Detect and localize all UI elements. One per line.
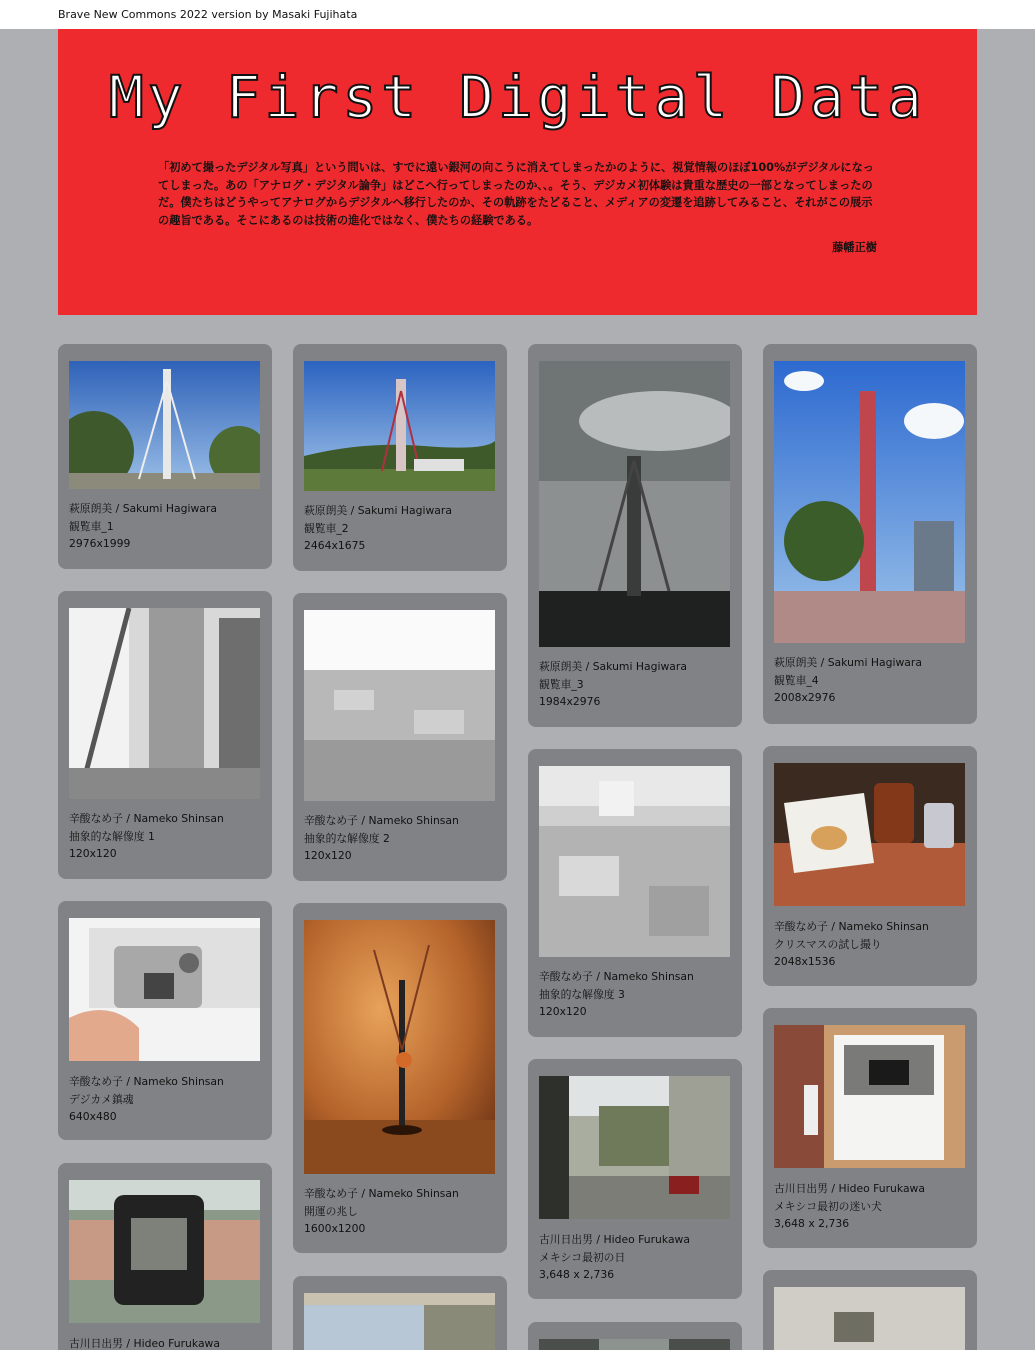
photo-title: 観覧車_2 xyxy=(304,521,349,535)
photo-thumbnail[interactable] xyxy=(304,610,495,801)
photo-thumbnail[interactable] xyxy=(69,361,260,489)
photo-caption xyxy=(539,968,734,1021)
photo-card[interactable] xyxy=(58,591,272,879)
photo-caption xyxy=(304,502,499,555)
photo-caption xyxy=(774,1180,969,1233)
photo-card[interactable] xyxy=(763,1008,977,1248)
photo-title: デジカメ鎮魂 xyxy=(69,1092,134,1106)
photo-caption xyxy=(774,918,969,971)
photo-size: 120x120 xyxy=(539,1005,587,1018)
photo-title: 観覧車_3 xyxy=(539,677,584,691)
photo-card[interactable] xyxy=(763,746,977,986)
photo-author: 辛酸なめ子 / Nameko Shinsan xyxy=(304,814,459,827)
photo-author: 古川日出男 / Hideo Furukawa xyxy=(539,1233,691,1246)
photo-caption xyxy=(69,500,264,553)
photo-caption xyxy=(304,812,499,865)
photo-card[interactable] xyxy=(293,593,507,881)
photo-author: 萩原朗美 / Sakumi Hagiwara xyxy=(304,504,452,517)
photo-caption xyxy=(539,658,734,711)
photo-title: 抽象的な解像度 3 xyxy=(539,987,625,1001)
photo-caption xyxy=(304,1185,499,1238)
photo-card[interactable] xyxy=(58,1163,272,1350)
photo-title: 開運の兆し xyxy=(304,1204,358,1218)
photo-author: 辛酸なめ子 / Nameko Shinsan xyxy=(539,970,694,983)
photo-thumbnail[interactable] xyxy=(304,920,495,1174)
photo-thumbnail[interactable] xyxy=(774,361,965,643)
photo-size: 3,648 x 2,736 xyxy=(774,1217,850,1230)
photo-title: クリスマスの試し撮り xyxy=(774,937,882,951)
photo-card[interactable] xyxy=(58,901,272,1140)
photo-author: 辛酸なめ子 / Nameko Shinsan xyxy=(69,812,224,825)
page-title: My First Digital Data xyxy=(108,63,927,131)
photo-thumbnail[interactable] xyxy=(69,1180,260,1323)
photo-thumbnail[interactable] xyxy=(539,766,730,957)
photo-size: 120x120 xyxy=(304,849,352,862)
photo-title: メキシコ最初の迷い犬 xyxy=(774,1199,882,1213)
photo-author: 辛酸なめ子 / Nameko Shinsan xyxy=(304,1187,459,1200)
photo-card[interactable] xyxy=(763,344,977,724)
photo-card[interactable] xyxy=(293,903,507,1253)
photo-author: 古川日出男 / Hideo Furukawa xyxy=(69,1337,221,1350)
photo-title: 観覧車_4 xyxy=(774,673,819,687)
photo-card[interactable] xyxy=(528,749,742,1037)
photo-size: 1984x2976 xyxy=(539,695,601,708)
photo-caption xyxy=(69,1335,264,1350)
photo-size: 2008x2976 xyxy=(774,691,836,704)
photo-card[interactable] xyxy=(293,344,507,571)
photo-thumbnail[interactable] xyxy=(69,918,260,1061)
photo-card[interactable] xyxy=(528,344,742,727)
photo-thumbnail[interactable] xyxy=(539,1339,730,1350)
photo-card[interactable] xyxy=(293,1276,507,1350)
photo-thumbnail[interactable] xyxy=(539,361,730,647)
photo-card[interactable] xyxy=(528,1322,742,1350)
photo-title: 観覧車_1 xyxy=(69,519,114,533)
photo-size: 120x120 xyxy=(69,847,117,860)
site-credit: Brave New Commons 2022 version by Masaki Fujihata xyxy=(58,8,358,21)
photo-size: 1600x1200 xyxy=(304,1222,366,1235)
intro-paragraph: 「初めて撮ったデジタル写真」という問いは、すでに遠い銀河の向こうに消えてしまったかのように、視覚情報のほぼ100%がデジタルになってしまった。あの「アナログ・デジタル論争」はどこへ行ってしまったのか、、。そう、デジカメ初体験は貴重な歴史の一部となってしまったのだ。僕たちはどうやってアナログからデジタルへ移行したのか、その軌跡をたどること、メディアの変遷を追跡してみること、それがこの展示の趣旨である。そこにあるのは技術の進化ではなく、僕たちの経験である。 xyxy=(158,161,874,227)
photo-author: 辛酸なめ子 / Nameko Shinsan xyxy=(69,1075,224,1088)
photo-caption xyxy=(69,1073,264,1126)
photo-card[interactable] xyxy=(528,1059,742,1299)
photo-thumbnail[interactable] xyxy=(774,1287,965,1350)
photo-thumbnail[interactable] xyxy=(774,763,965,906)
photo-thumbnail[interactable] xyxy=(69,608,260,799)
photo-card[interactable] xyxy=(58,344,272,569)
photo-title: メキシコ最初の日 xyxy=(539,1250,626,1264)
photo-size: 2464x1675 xyxy=(304,539,366,552)
photo-author: 萩原朗美 / Sakumi Hagiwara xyxy=(539,660,687,673)
photo-size: 2048x1536 xyxy=(774,955,836,968)
hero-banner xyxy=(58,29,977,315)
photo-thumbnail[interactable] xyxy=(304,1293,495,1350)
photo-size: 640x480 xyxy=(69,1110,117,1123)
photo-size: 2976x1999 xyxy=(69,537,131,550)
photo-size: 3,648 x 2,736 xyxy=(539,1268,615,1281)
photo-caption xyxy=(774,654,969,707)
photo-thumbnail[interactable] xyxy=(304,361,495,491)
photo-thumbnail[interactable] xyxy=(539,1076,730,1219)
photo-card[interactable] xyxy=(763,1270,977,1350)
photo-author: 萩原朗美 / Sakumi Hagiwara xyxy=(69,502,217,515)
photo-author: 古川日出男 / Hideo Furukawa xyxy=(774,1182,926,1195)
photo-author: 萩原朗美 / Sakumi Hagiwara xyxy=(774,656,922,669)
intro-author: 藤幡正樹 xyxy=(832,241,877,254)
photo-title: 抽象的な解像度 2 xyxy=(304,831,390,845)
photo-caption xyxy=(69,810,264,863)
photo-author: 辛酸なめ子 / Nameko Shinsan xyxy=(774,920,929,933)
photo-caption xyxy=(539,1231,734,1284)
photo-title: 抽象的な解像度 1 xyxy=(69,829,155,843)
photo-thumbnail[interactable] xyxy=(774,1025,965,1168)
top-bar xyxy=(0,0,1035,29)
